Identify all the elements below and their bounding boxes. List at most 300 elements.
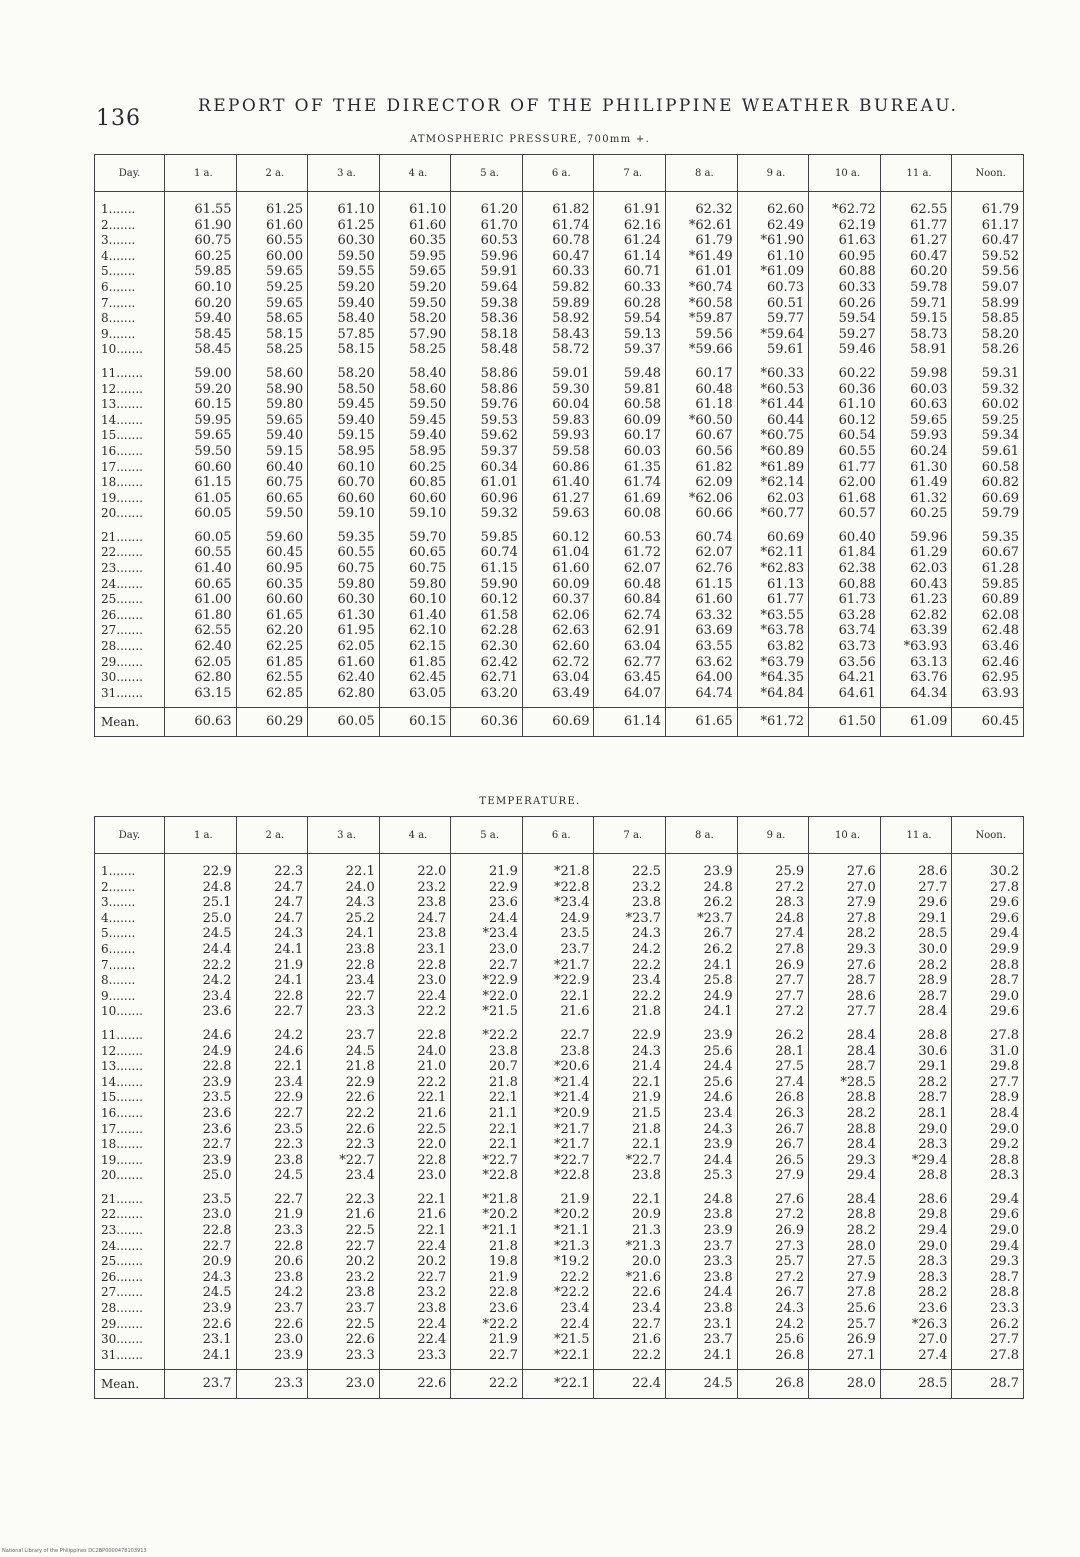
table-cell: 59.13	[594, 327, 666, 343]
table-row	[95, 218, 1024, 234]
table-cell: 23.8	[236, 1270, 308, 1286]
table-cell: 59.25	[952, 413, 1024, 429]
table-cell: 60.37	[522, 592, 594, 608]
table-cell: 23.7	[666, 1332, 738, 1348]
table-cell: 59.65	[236, 296, 308, 312]
table-cell: 60.95	[236, 561, 308, 577]
table-cell: 27.8	[809, 911, 881, 927]
table-cell: 21.8	[451, 1239, 523, 1255]
temperature-table	[94, 816, 1024, 1399]
table-row	[95, 358, 1024, 382]
table-cell: 22.7	[308, 1239, 380, 1255]
table-row	[95, 1137, 1024, 1153]
table-cell: 61.28	[952, 561, 1024, 577]
table-cell: 24.3	[165, 1270, 237, 1286]
table-cell: 63.62	[666, 655, 738, 671]
table-cell: 60.28	[594, 296, 666, 312]
table-cell: 62.42	[451, 655, 523, 671]
table-row	[95, 1106, 1024, 1122]
table-cell: 28.8	[952, 958, 1024, 974]
table-cell: 28.2	[880, 1285, 952, 1301]
table-cell: 28.8	[952, 1285, 1024, 1301]
table-cell: 63.04	[522, 670, 594, 686]
table-cell: 59.15	[880, 311, 952, 327]
table-cell: 29.8	[952, 1059, 1024, 1075]
table-cell: 28.7	[952, 973, 1024, 989]
table-cell: 22.1	[594, 1075, 666, 1091]
table-cell: 63.46	[952, 639, 1024, 655]
table-cell: 61.65	[236, 608, 308, 624]
table-cell: 61.77	[809, 460, 881, 476]
table-cell: 27.4	[737, 1075, 809, 1091]
table-cell: 30.2	[952, 854, 1024, 880]
table-cell: 60.65	[379, 545, 451, 561]
mean-row	[95, 708, 1024, 737]
day-label: 5.......	[95, 926, 165, 942]
table-cell: 27.8	[952, 1348, 1024, 1370]
day-label: 31.......	[95, 686, 165, 708]
temperature-col-header: 10 a.	[809, 817, 881, 854]
table-row	[95, 296, 1024, 312]
table-cell: 63.15	[165, 686, 237, 708]
table-row	[95, 491, 1024, 507]
table-cell: 60.75	[236, 475, 308, 491]
mean-cell: 23.3	[236, 1370, 308, 1399]
table-cell: 23.9	[666, 854, 738, 880]
table-cell: 61.95	[308, 623, 380, 639]
table-cell: *20.2	[451, 1207, 523, 1223]
table-cell: *21.1	[451, 1223, 523, 1239]
table-cell: 23.4	[594, 973, 666, 989]
table-row	[95, 382, 1024, 398]
table-cell: *22.8	[522, 880, 594, 896]
table-cell: 59.30	[522, 382, 594, 398]
page-header: REPORT OF THE DIRECTOR OF THE PHILIPPINE WEATHER BUREAU.	[198, 96, 959, 116]
table-row	[95, 1207, 1024, 1223]
table-cell: 23.7	[308, 1301, 380, 1317]
table-cell: 62.40	[165, 639, 237, 655]
temperature-col-header: 6 a.	[522, 817, 594, 854]
table-cell: 24.1	[666, 1004, 738, 1020]
table-cell: 60.47	[880, 249, 952, 265]
table-cell: 61.91	[594, 192, 666, 218]
table-row	[95, 1285, 1024, 1301]
table-cell: 29.4	[952, 1184, 1024, 1208]
table-row	[95, 973, 1024, 989]
table-cell: 23.6	[165, 1106, 237, 1122]
table-cell: 61.85	[379, 655, 451, 671]
table-cell: 29.4	[952, 926, 1024, 942]
day-label: 29.......	[95, 1317, 165, 1333]
table-cell: 59.98	[880, 358, 952, 382]
table-cell: *23.7	[666, 911, 738, 927]
table-cell: 61.49	[880, 475, 952, 491]
table-cell: 23.2	[594, 880, 666, 896]
table-cell: 22.4	[379, 1239, 451, 1255]
temperature-col-header: 4 a.	[379, 817, 451, 854]
day-label: 17.......	[95, 1122, 165, 1138]
table-cell: 27.2	[737, 1207, 809, 1223]
table-cell: *60.74	[666, 280, 738, 296]
table-cell: 25.0	[165, 1168, 237, 1184]
table-cell: 59.32	[451, 506, 523, 522]
day-label: 11.......	[95, 1020, 165, 1044]
table-cell: *22.7	[451, 1153, 523, 1169]
table-cell: 21.6	[522, 1004, 594, 1020]
table-cell: *20.2	[522, 1207, 594, 1223]
table-cell: 25.6	[666, 1044, 738, 1060]
temperature-col-header: 5 a.	[451, 817, 523, 854]
table-cell: 24.8	[666, 1184, 738, 1208]
table-cell: 58.91	[880, 342, 952, 358]
table-cell: 25.9	[737, 854, 809, 880]
table-cell: 62.25	[236, 639, 308, 655]
day-label: 18.......	[95, 475, 165, 491]
table-cell: 62.72	[522, 655, 594, 671]
table-cell: 60.78	[522, 233, 594, 249]
table-cell: 59.34	[952, 428, 1024, 444]
day-label: 5.......	[95, 264, 165, 280]
table-cell: 29.6	[880, 895, 952, 911]
table-cell: 26.7	[737, 1137, 809, 1153]
temperature-col-header: 11 a.	[880, 817, 952, 854]
mean-label: Mean.	[95, 708, 165, 737]
table-cell: 59.25	[236, 280, 308, 296]
table-cell: 60.65	[236, 491, 308, 507]
table-cell: 61.10	[379, 192, 451, 218]
table-cell: 21.6	[379, 1106, 451, 1122]
table-cell: 22.8	[308, 958, 380, 974]
table-cell: 24.5	[165, 1285, 237, 1301]
table-cell: 59.40	[236, 428, 308, 444]
table-cell: 22.5	[379, 1122, 451, 1138]
table-cell: *63.78	[737, 623, 809, 639]
table-row	[95, 670, 1024, 686]
footer-credit: National Library of the Philippines DC2BP0000478103913	[2, 1548, 147, 1554]
table-cell: 21.4	[594, 1059, 666, 1075]
pressure-col-header: 11 a.	[880, 155, 952, 192]
table-cell: 60.12	[809, 413, 881, 429]
table-cell: 59.50	[236, 506, 308, 522]
table-cell: 60.53	[451, 233, 523, 249]
table-cell: 59.65	[236, 413, 308, 429]
table-cell: 60.48	[666, 382, 738, 398]
table-cell: 28.7	[880, 989, 952, 1005]
table-cell: 60.75	[379, 561, 451, 577]
table-cell: 23.3	[236, 1223, 308, 1239]
table-cell: 26.7	[737, 1285, 809, 1301]
table-cell: 61.73	[809, 592, 881, 608]
table-cell: 22.1	[379, 1090, 451, 1106]
table-cell: 22.7	[308, 989, 380, 1005]
table-cell: 28.4	[809, 1137, 881, 1153]
table-cell: 62.00	[809, 475, 881, 491]
table-cell: 22.1	[379, 1223, 451, 1239]
table-cell: 21.8	[451, 1075, 523, 1091]
table-cell: *59.66	[666, 342, 738, 358]
table-cell: 59.15	[308, 428, 380, 444]
pressure-caption: ATMOSPHERIC PRESSURE, 700mm +.	[409, 134, 651, 145]
table-cell: 60.67	[666, 428, 738, 444]
table-cell: 24.6	[236, 1044, 308, 1060]
table-cell: 28.4	[880, 1004, 952, 1020]
table-cell: 23.5	[236, 1122, 308, 1138]
table-cell: 23.8	[522, 1044, 594, 1060]
table-cell: 27.7	[809, 1004, 881, 1020]
table-cell: 29.1	[880, 911, 952, 927]
table-cell: 27.7	[737, 989, 809, 1005]
table-cell: 22.7	[165, 1239, 237, 1255]
table-cell: 62.76	[666, 561, 738, 577]
table-cell: 22.7	[379, 1270, 451, 1286]
table-cell: *62.06	[666, 491, 738, 507]
table-cell: 60.60	[236, 592, 308, 608]
table-cell: 22.8	[451, 1285, 523, 1301]
table-cell: 60.09	[594, 413, 666, 429]
table-cell: 61.69	[594, 491, 666, 507]
day-label: 10.......	[95, 342, 165, 358]
mean-cell: 28.5	[880, 1370, 952, 1399]
table-row	[95, 1122, 1024, 1138]
table-cell: *21.6	[594, 1270, 666, 1286]
table-row	[95, 577, 1024, 593]
table-cell: 60.35	[379, 233, 451, 249]
table-cell: 63.45	[594, 670, 666, 686]
table-cell: 28.3	[880, 1137, 952, 1153]
table-row	[95, 444, 1024, 460]
table-cell: *59.64	[737, 327, 809, 343]
table-cell: 20.6	[236, 1254, 308, 1270]
temperature-header-row	[95, 817, 1024, 854]
table-cell: 60.24	[880, 444, 952, 460]
table-cell: 58.20	[952, 327, 1024, 343]
table-cell: 58.15	[308, 342, 380, 358]
table-cell: 24.5	[308, 1044, 380, 1060]
table-cell: 60.75	[165, 233, 237, 249]
table-cell: 23.8	[451, 1044, 523, 1060]
table-row	[95, 623, 1024, 639]
table-cell: 23.6	[451, 895, 523, 911]
table-cell: 60.09	[522, 577, 594, 593]
table-cell: 28.1	[880, 1106, 952, 1122]
day-label: 6.......	[95, 942, 165, 958]
table-cell: 20.0	[594, 1254, 666, 1270]
table-cell: 60.45	[236, 545, 308, 561]
day-label: 12.......	[95, 1044, 165, 1060]
day-label: 26.......	[95, 1270, 165, 1286]
table-cell: 29.0	[952, 1122, 1024, 1138]
table-cell: *61.49	[666, 249, 738, 265]
table-cell: 61.80	[165, 608, 237, 624]
table-cell: 23.7	[236, 1301, 308, 1317]
table-cell: 25.6	[809, 1301, 881, 1317]
table-cell: 23.4	[308, 973, 380, 989]
table-row	[95, 311, 1024, 327]
table-cell: 23.4	[666, 1106, 738, 1122]
table-cell: 58.60	[379, 382, 451, 398]
table-cell: 60.25	[880, 506, 952, 522]
mean-cell: 22.6	[379, 1370, 451, 1399]
table-cell: 29.6	[952, 911, 1024, 927]
table-cell: 59.78	[880, 280, 952, 296]
table-cell: 60.75	[308, 561, 380, 577]
table-cell: 60.55	[308, 545, 380, 561]
table-cell: 24.3	[308, 895, 380, 911]
table-cell: 59.40	[308, 296, 380, 312]
table-cell: 60.10	[379, 592, 451, 608]
table-cell: 28.1	[737, 1044, 809, 1060]
table-cell: 22.9	[236, 1090, 308, 1106]
table-cell: 59.85	[952, 577, 1024, 593]
table-cell: 64.74	[666, 686, 738, 708]
table-cell: 59.37	[594, 342, 666, 358]
day-label: 14.......	[95, 413, 165, 429]
table-cell: 27.9	[737, 1168, 809, 1184]
mean-cell: 23.0	[308, 1370, 380, 1399]
table-cell: 60.05	[165, 506, 237, 522]
table-cell: 61.30	[880, 460, 952, 476]
table-cell: *22.2	[451, 1317, 523, 1333]
table-cell: 62.85	[236, 686, 308, 708]
table-cell: 24.2	[236, 1020, 308, 1044]
table-row	[95, 1075, 1024, 1091]
table-row	[95, 926, 1024, 942]
table-row	[95, 1004, 1024, 1020]
table-cell: 22.7	[451, 958, 523, 974]
table-cell: 25.8	[666, 973, 738, 989]
table-cell: 61.24	[594, 233, 666, 249]
table-cell: 23.3	[379, 1348, 451, 1370]
table-cell: *20.6	[522, 1059, 594, 1075]
table-cell: 62.60	[522, 639, 594, 655]
table-cell: 29.3	[809, 1153, 881, 1169]
table-cell: 60.55	[236, 233, 308, 249]
table-cell: 23.2	[379, 880, 451, 896]
table-cell: 59.83	[522, 413, 594, 429]
table-cell: 61.10	[809, 397, 881, 413]
table-cell: 21.9	[522, 1184, 594, 1208]
table-cell: 59.10	[379, 506, 451, 522]
mean-cell: 26.8	[737, 1370, 809, 1399]
table-cell: 59.50	[379, 397, 451, 413]
table-cell: 62.77	[594, 655, 666, 671]
table-cell: 23.8	[594, 895, 666, 911]
table-cell: 60.63	[880, 397, 952, 413]
table-cell: 26.8	[737, 1090, 809, 1106]
table-cell: 21.9	[236, 1207, 308, 1223]
day-label: 12.......	[95, 382, 165, 398]
mean-label: Mean.	[95, 1370, 165, 1399]
table-cell: *21.3	[522, 1239, 594, 1255]
table-cell: 27.0	[809, 880, 881, 896]
table-cell: 22.9	[451, 880, 523, 896]
table-cell: 61.10	[308, 192, 380, 218]
table-cell: 28.7	[952, 1270, 1024, 1286]
table-cell: 20.2	[379, 1254, 451, 1270]
table-cell: 22.1	[308, 854, 380, 880]
table-cell: *60.58	[666, 296, 738, 312]
table-cell: 22.2	[594, 989, 666, 1005]
day-label: 31.......	[95, 1348, 165, 1370]
table-cell: 59.96	[880, 522, 952, 546]
pressure-col-header: 8 a.	[666, 155, 738, 192]
table-cell: 23.9	[666, 1223, 738, 1239]
table-cell: 63.74	[809, 623, 881, 639]
table-cell: 27.4	[880, 1348, 952, 1370]
day-label: 10.......	[95, 1004, 165, 1020]
mean-cell: 22.4	[594, 1370, 666, 1399]
mean-row	[95, 1370, 1024, 1399]
table-cell: 24.3	[236, 926, 308, 942]
table-cell: 25.3	[666, 1168, 738, 1184]
table-cell: 60.96	[451, 491, 523, 507]
table-cell: 61.70	[451, 218, 523, 234]
table-cell: 24.5	[165, 926, 237, 942]
table-cell: 62.06	[522, 608, 594, 624]
table-cell: 61.77	[880, 218, 952, 234]
table-cell: 23.2	[308, 1270, 380, 1286]
table-row	[95, 686, 1024, 708]
table-cell: *22.8	[522, 1168, 594, 1184]
table-cell: 60.10	[165, 280, 237, 296]
table-cell: 27.2	[737, 1270, 809, 1286]
table-cell: 58.95	[308, 444, 380, 460]
table-cell: 62.80	[308, 686, 380, 708]
table-cell: 60.20	[165, 296, 237, 312]
table-cell: 30.0	[880, 942, 952, 958]
table-row	[95, 911, 1024, 927]
table-cell: 60.25	[379, 460, 451, 476]
table-cell: *22.9	[522, 973, 594, 989]
table-cell: 27.1	[809, 1348, 881, 1370]
table-cell: 29.8	[880, 1207, 952, 1223]
table-cell: 58.20	[308, 358, 380, 382]
table-cell: 27.6	[809, 854, 881, 880]
table-cell: 60.69	[737, 522, 809, 546]
table-cell: *21.8	[522, 854, 594, 880]
pressure-col-header: 10 a.	[809, 155, 881, 192]
table-cell: 58.90	[236, 382, 308, 398]
temperature-col-header: 2 a.	[236, 817, 308, 854]
day-label: 16.......	[95, 1106, 165, 1122]
table-cell: 61.82	[522, 192, 594, 218]
table-cell: 61.14	[594, 249, 666, 265]
table-cell: 59.61	[952, 444, 1024, 460]
table-cell: *21.5	[451, 1004, 523, 1020]
table-cell: 23.8	[666, 1207, 738, 1223]
table-cell: 22.4	[379, 1317, 451, 1333]
table-cell: 64.34	[880, 686, 952, 708]
table-cell: 59.61	[737, 342, 809, 358]
table-cell: 24.1	[236, 973, 308, 989]
day-label: 29.......	[95, 655, 165, 671]
table-cell: 22.4	[522, 1317, 594, 1333]
table-cell: 24.4	[666, 1059, 738, 1075]
pressure-col-header: 5 a.	[451, 155, 523, 192]
table-cell: 27.9	[809, 1270, 881, 1286]
table-cell: *61.44	[737, 397, 809, 413]
table-cell: 61.40	[522, 475, 594, 491]
pressure-header-row	[95, 155, 1024, 192]
mean-cell: 22.2	[451, 1370, 523, 1399]
table-row	[95, 592, 1024, 608]
table-cell: 20.7	[451, 1059, 523, 1075]
table-cell: 62.63	[522, 623, 594, 639]
day-label: 28.......	[95, 639, 165, 655]
table-cell: *62.61	[666, 218, 738, 234]
table-cell: 60.54	[809, 428, 881, 444]
table-cell: 59.85	[451, 522, 523, 546]
